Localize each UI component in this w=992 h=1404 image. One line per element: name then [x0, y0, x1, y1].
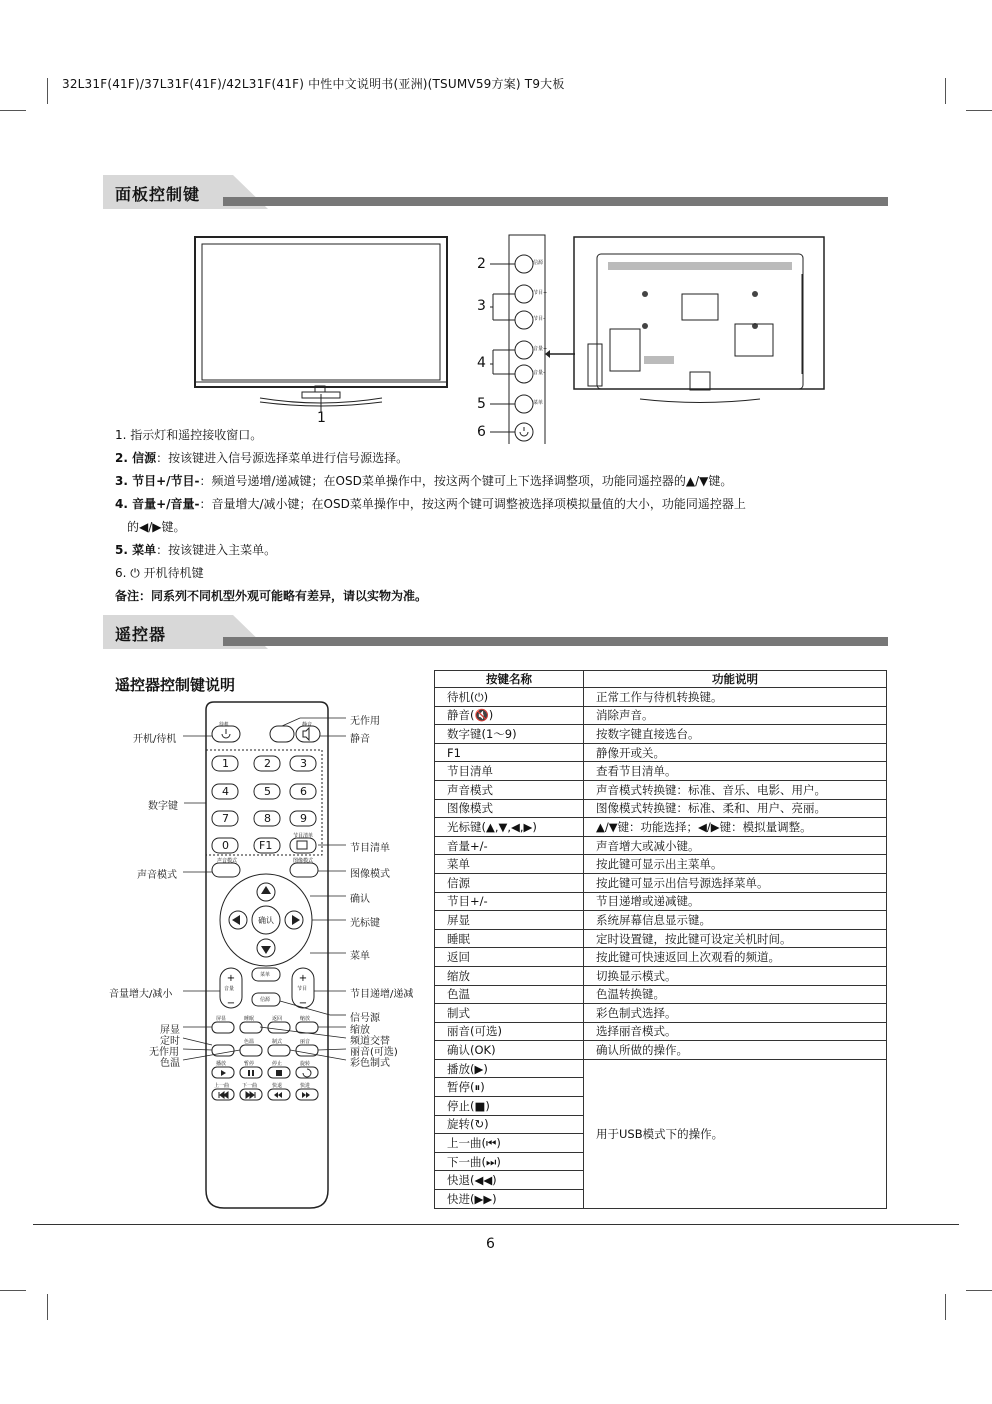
remote-label-sound-mode: 声音模式 [137, 870, 177, 881]
remote-label-power: 开机/待机 [133, 734, 177, 745]
remote-label-zoom: 缩放 [350, 1025, 370, 1036]
remote-label-cursor: 光标键 [350, 918, 380, 929]
callout-3: 3 [477, 298, 486, 314]
remote-label-ok: 确认 [350, 894, 370, 905]
table-row: 上一曲(⏮) [435, 1134, 887, 1153]
table-row: 下一曲(⏭) [435, 1152, 887, 1171]
digit-8: 8 [264, 812, 271, 825]
remote-label-nicam: 丽音(可选) [350, 1047, 398, 1058]
key-caption-forward: 快进 [300, 1083, 311, 1089]
key-caption-pause: 暂停 [244, 1061, 255, 1067]
digit-7: 7 [222, 812, 229, 825]
list-item: 6. ⏻ 开机待机键 [115, 566, 204, 580]
key-caption-channel: 节目 [297, 986, 308, 992]
key-caption-zoom: 缩放 [300, 1016, 311, 1022]
remote-label-color-temp: 色温 [160, 1058, 180, 1069]
callout-1: 1 [317, 410, 326, 426]
remote-label-picture-mode: 图像模式 [350, 869, 390, 880]
list-item: 3. 节目+/节目-：频道号递增/递减键；在OSD菜单操作中，按这两个键可上下选择调整项，功能同遥控器的▲/▼键。 [115, 474, 733, 488]
svg-text:+: + [298, 973, 308, 984]
remote-key-table [434, 670, 887, 1209]
svg-text:−: − [298, 998, 308, 1009]
key-caption-mute: 静音 [302, 722, 313, 728]
crop-mark [966, 110, 992, 111]
key-caption-stop: 停止 [272, 1061, 283, 1067]
side-label-ch-up: 节目+ [533, 290, 548, 296]
table-row: 图像模式 图像模式转换键：标准、柔和、用户、亮丽。 [435, 799, 887, 818]
remote-label-no-function: 无作用 [149, 1047, 179, 1058]
digit-5: 5 [264, 785, 271, 798]
callout-4: 4 [477, 355, 486, 371]
svg-text:−: − [226, 998, 236, 1009]
table-row: 暂停(⏸) [435, 1078, 887, 1097]
remote-label-digits: 数字键 [148, 801, 178, 812]
table-row: 旋转(↻) [435, 1115, 887, 1134]
digit-2: 2 [264, 757, 271, 770]
crop-mark [966, 1290, 992, 1291]
footer-rule [33, 1224, 959, 1225]
remote-label-channel-updown: 节目递增/递减 [350, 989, 414, 1000]
tv-rear [574, 237, 824, 403]
digit-1: 1 [222, 757, 229, 770]
remote-label-mute: 静音 [350, 734, 370, 745]
side-label-source: 信源 [533, 260, 544, 266]
digit-4: 4 [222, 785, 229, 798]
callout-5: 5 [477, 396, 486, 412]
crop-mark [0, 1290, 26, 1291]
section-title-text: 遥控器 [115, 625, 167, 644]
key-caption-rewind: 快退 [272, 1083, 283, 1089]
usb-description: 用于USB模式下的操作。 [584, 1059, 887, 1208]
table-row: 确认(OK) 确认所做的操作。 [435, 1041, 887, 1060]
key-caption-system: 制式 [272, 1039, 283, 1045]
side-button-strip [490, 235, 548, 444]
section-title-panel [103, 175, 888, 209]
table-row: 快进(▶▶) [435, 1190, 887, 1209]
key-caption-play: 播放 [216, 1061, 227, 1067]
key-caption-menu: 菜单 [260, 972, 271, 978]
side-label-ch-down: 节目- [533, 316, 545, 322]
list-item: 的◀/▶键。 [127, 520, 186, 534]
remote-label-channel-list: 节目清单 [350, 843, 390, 854]
list-item: 2. 信源：按该键进入信号源选择菜单进行信号源选择。 [115, 451, 409, 465]
crop-mark [945, 78, 946, 104]
note: 备注：同系列不同机型外观可能略有差异，请以实物为准。 [115, 589, 428, 603]
remote-label-timer: 定时 [160, 1036, 180, 1047]
crop-mark [0, 110, 26, 111]
remote-label-color-system: 彩色制式 [350, 1058, 390, 1069]
key-caption-rotate: 旋转 [300, 1061, 311, 1067]
digit-6: 6 [300, 785, 307, 798]
crop-mark [47, 1294, 48, 1320]
remote-drawing [200, 700, 335, 1210]
table-header: 按键名称 [435, 671, 584, 688]
key-caption-return: 返回 [272, 1016, 283, 1022]
crop-mark [47, 78, 48, 104]
tv-front [195, 237, 447, 412]
crop-mark [945, 1294, 946, 1320]
remote-label-display: 屏显 [160, 1025, 180, 1036]
panel-diagram [190, 234, 840, 444]
table-row: 睡眠 定时设置键，按此键可设定关机时间。 [435, 929, 887, 948]
table-row: 色温 色温转换键。 [435, 985, 887, 1004]
remote-label-menu: 菜单 [350, 951, 370, 962]
side-label-vol-down: 音量- [533, 370, 545, 376]
table-row: 音量+/- 声音增大或减小键。 [435, 836, 887, 855]
side-label-vol-up: 音量+ [533, 346, 548, 352]
table-row: 节目+/- 节目递增或递减键。 [435, 892, 887, 911]
panel-key-list [115, 424, 746, 608]
remote-label-volume: 音量增大/减小 [109, 989, 173, 1000]
list-item: 5. 菜单：按该键进入主菜单。 [115, 543, 277, 557]
table-row: 制式 彩色制式选择。 [435, 1004, 887, 1023]
table-row: 播放(▶) 用于USB模式下的操作。 [435, 1059, 887, 1078]
table-header-row [435, 671, 887, 688]
remote-label-source: 信号源 [350, 1013, 380, 1024]
callout-6: 6 [477, 424, 486, 440]
table-row: 数字键(1～9) 按数字键直接选台。 [435, 725, 887, 744]
key-caption-prev: 上一曲 [214, 1083, 230, 1089]
table-row: 屏显 系统屏幕信息显示键。 [435, 911, 887, 930]
document-header: 32L31F(41F)/37L31F(41F)/42L31F(41F) 中性中文说明书(亚洲)(TSUMV59方案) T9大板 [62, 77, 565, 91]
table-row: 返回 按此键可快速返回上次观看的频道。 [435, 948, 887, 967]
table-row: F1 静像开或关。 [435, 743, 887, 762]
table-row: 停止(■) [435, 1097, 887, 1116]
page-number: 6 [486, 1236, 495, 1252]
digit-3: 3 [300, 757, 307, 770]
list-item: 1. 指示灯和遥控接收窗口。 [115, 428, 263, 442]
table-row: 待机(⏻) 正常工作与待机转换键。 [435, 688, 887, 707]
callout-2: 2 [477, 256, 486, 272]
key-caption-nicam: 丽音 [300, 1039, 311, 1045]
table-row: 信源 按此键可显示出信号源选择菜单。 [435, 873, 887, 892]
table-header: 功能说明 [584, 671, 887, 688]
svg-text:+: + [226, 973, 236, 984]
digit-f1: F1 [259, 839, 273, 852]
table-row: 快退(◀◀) [435, 1171, 887, 1190]
section-title-text: 面板控制键 [115, 185, 201, 204]
remote-subtitle: 遥控器控制键说明 [115, 676, 236, 694]
list-item: 4. 音量+/音量-：音量增大/减小键；在OSD菜单操作中，按这两个键可调整被选择项模拟量值的大小，功能同遥控器上 [115, 497, 746, 511]
table-row: 菜单 按此键可显示出主菜单。 [435, 855, 887, 874]
remote-label-channel-swap: 频道交替 [350, 1036, 390, 1047]
section-title-remote [103, 615, 888, 649]
key-caption-display: 屏显 [216, 1016, 227, 1022]
key-caption-color-temp: 色温 [244, 1039, 255, 1045]
table-row: 光标键(▲,▼,◀,▶) ▲/▼键：功能选择；◀/▶键：模拟量调整。 [435, 818, 887, 837]
table-row: 缩放 切换显示模式。 [435, 966, 887, 985]
table-row: 声音模式 声音模式转换键：标准、音乐、电影、用户。 [435, 780, 887, 799]
side-label-menu: 菜单 [533, 400, 544, 406]
remote-label-no-function-top: 无作用 [350, 716, 380, 727]
digit-0: 0 [222, 839, 229, 852]
key-caption-source: 信源 [260, 997, 271, 1003]
key-caption-standby: 待机 [219, 722, 230, 728]
ok-label: 确认 [258, 916, 274, 925]
key-caption-next: 下一曲 [242, 1083, 258, 1089]
table-row: 丽音(可选) 选择丽音模式。 [435, 1022, 887, 1041]
digit-9: 9 [300, 812, 307, 825]
key-caption-volume: 音量 [224, 986, 235, 992]
table-row: 静音(🔇) 消除声音。 [435, 706, 887, 725]
table-row: 节目清单 查看节目清单。 [435, 762, 887, 781]
key-caption-picture-mode: 图像模式 [293, 858, 314, 864]
key-caption-sleep: 睡眠 [244, 1016, 255, 1022]
key-caption-ch-list: 节目清单 [293, 833, 314, 839]
key-caption-sound-mode: 声音模式 [217, 858, 238, 864]
